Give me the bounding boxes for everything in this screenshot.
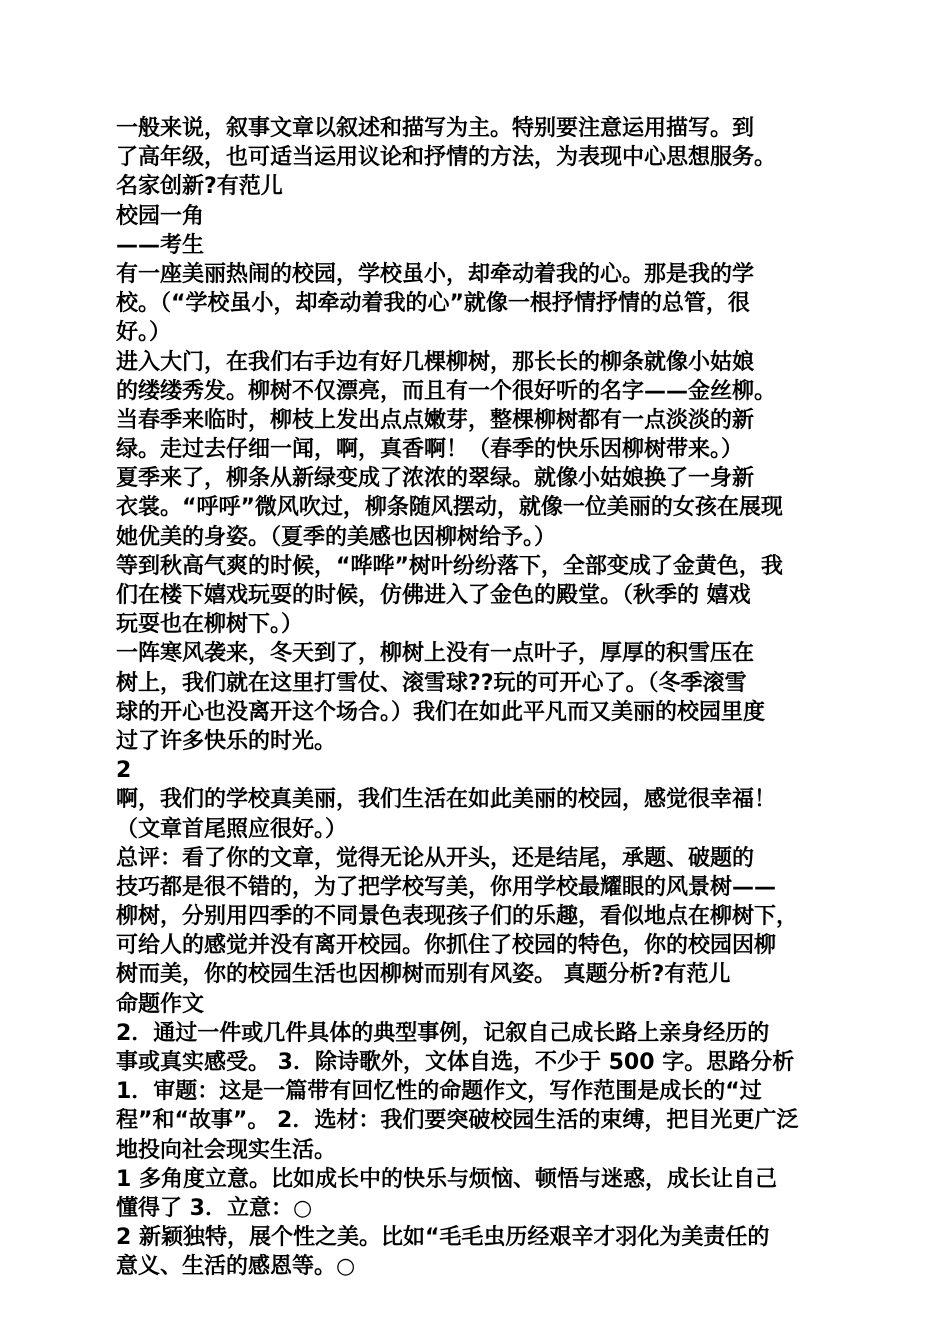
text-line: 夏季来了，柳条从新绿变成了浓浓的翠绿。就像小姑娘换了一身新 <box>116 466 755 492</box>
text-line: 命题作文 <box>116 991 205 1017</box>
text-line: 衣裳。“呼呼”微风吹过，柳条随风摆动，就像一位美丽的女孩在展现 <box>116 495 783 521</box>
text-line: 校园一角 <box>116 203 205 229</box>
text-line: 地投向社会现实生活。 <box>116 1137 337 1163</box>
text-line: 当春季来临时，柳枝上发出点点嫩芽，整棵柳树都有一点淡淡的新 <box>116 407 755 433</box>
text-line: 树上，我们就在这里打雪仗、滚雪球??玩的可开心了。（冬季滚雪 <box>116 670 747 696</box>
text-line: 一阵寒风袭来，冬天到了，柳树上没有一点叶子，厚厚的积雪压在 <box>116 641 755 667</box>
text-line: 进入大门，在我们右手边有好几棵柳树，那长长的柳条就像小姑娘 <box>116 349 755 375</box>
text-line: 总评：看了你的文章，觉得无论从开头，还是结尾，承题、破题的 <box>116 845 755 871</box>
text-line: 的缕缕秀发。柳树不仅漂亮，而且有一个很好听的名字——金丝柳。 <box>116 378 777 404</box>
text-line: 有一座美丽热闹的校园，学校虽小，却牵动着我的心。那是我的学 <box>116 261 755 287</box>
text-line: 名家创新?有范儿 <box>116 174 283 200</box>
text-line: 了高年级，也可适当运用议论和抒情的方法，为表现中心思想服务。 <box>116 145 777 171</box>
text-line: 2 <box>116 758 132 784</box>
text-line: 1 多角度立意。比如成长中的快乐与烦恼、顿悟与迷惑，成长让自己 <box>116 1166 777 1192</box>
text-line: 啊，我们的学校真美丽，我们生活在如此美丽的校园，感觉很幸福！ <box>116 787 777 813</box>
text-line: 树而美，你的校园生活也因柳树而别有风姿。 真题分析?有范儿 <box>116 962 731 988</box>
text-line: 程”和“故事”。 2．选材：我们要突破校园生活的束缚，把目光更广泛 <box>116 1108 799 1134</box>
text-line: ——考生 <box>116 232 205 258</box>
text-line: （文章首尾照应很好。） <box>116 816 348 842</box>
text-line: 一般来说，叙事文章以叙述和描写为主。特别要注意运用描写。到 <box>116 116 755 141</box>
text-line: 懂得了 3．立意：○ <box>116 1195 313 1221</box>
text-line: 过了许多快乐的时光。 <box>116 728 337 754</box>
text-line: 她优美的身姿。（夏季的美感也因柳树给予。） <box>116 524 557 550</box>
text-line: 绿。走过去仔细一闻，啊，真香啊！（春季的快乐因柳树带来。） <box>116 437 744 463</box>
text-line: 1．审题：这是一篇带有回忆性的命题作文，写作范围是成长的“过 <box>116 1079 762 1105</box>
text-line: 意义、生活的感恩等。○ <box>116 1254 356 1280</box>
text-line: 2 新颖独特，展个性之美。比如“毛毛虫历经艰辛才羽化为美责任的 <box>116 1225 770 1251</box>
text-line: 球的开心也没离开这个场合。）我们在如此平凡而又美丽的校园里度 <box>116 699 766 725</box>
text-line: 玩耍也在柳树下。） <box>116 612 304 638</box>
text-line: 校。（“学校虽小，却牵动着我的心”就像一根抒情抒情的总管，很 <box>116 291 750 317</box>
text-line: 可给人的感觉并没有离开校园。你抓住了校园的特色，你的校园因柳 <box>116 933 777 959</box>
text-line: 技巧都是很不错的，为了把学校写美，你用学校最耀眼的风景树—— <box>116 874 777 900</box>
text-line: 们在楼下嬉戏玩耍的时候，仿佛进入了金色的殿堂。（秋季的 嬉戏 <box>116 583 751 608</box>
document-body <box>116 114 846 1282</box>
text-line: 柳树，分别用四季的不同景色表现孩子们的乐趣，看似地点在柳树下， <box>116 904 799 930</box>
text-line: 等到秋高气爽的时候，“哗哗”树叶纷纷落下，全部变成了金黄色，我 <box>116 553 783 579</box>
text-line: 事或真实感受。 3．除诗歌外，文体自选，不少于 500 字。思路分析 <box>116 1050 795 1075</box>
text-line: 2．通过一件或几件具体的典型事例，记叙自己成长路上亲身经历的 <box>116 1020 770 1046</box>
text-line: 好。） <box>116 320 172 346</box>
